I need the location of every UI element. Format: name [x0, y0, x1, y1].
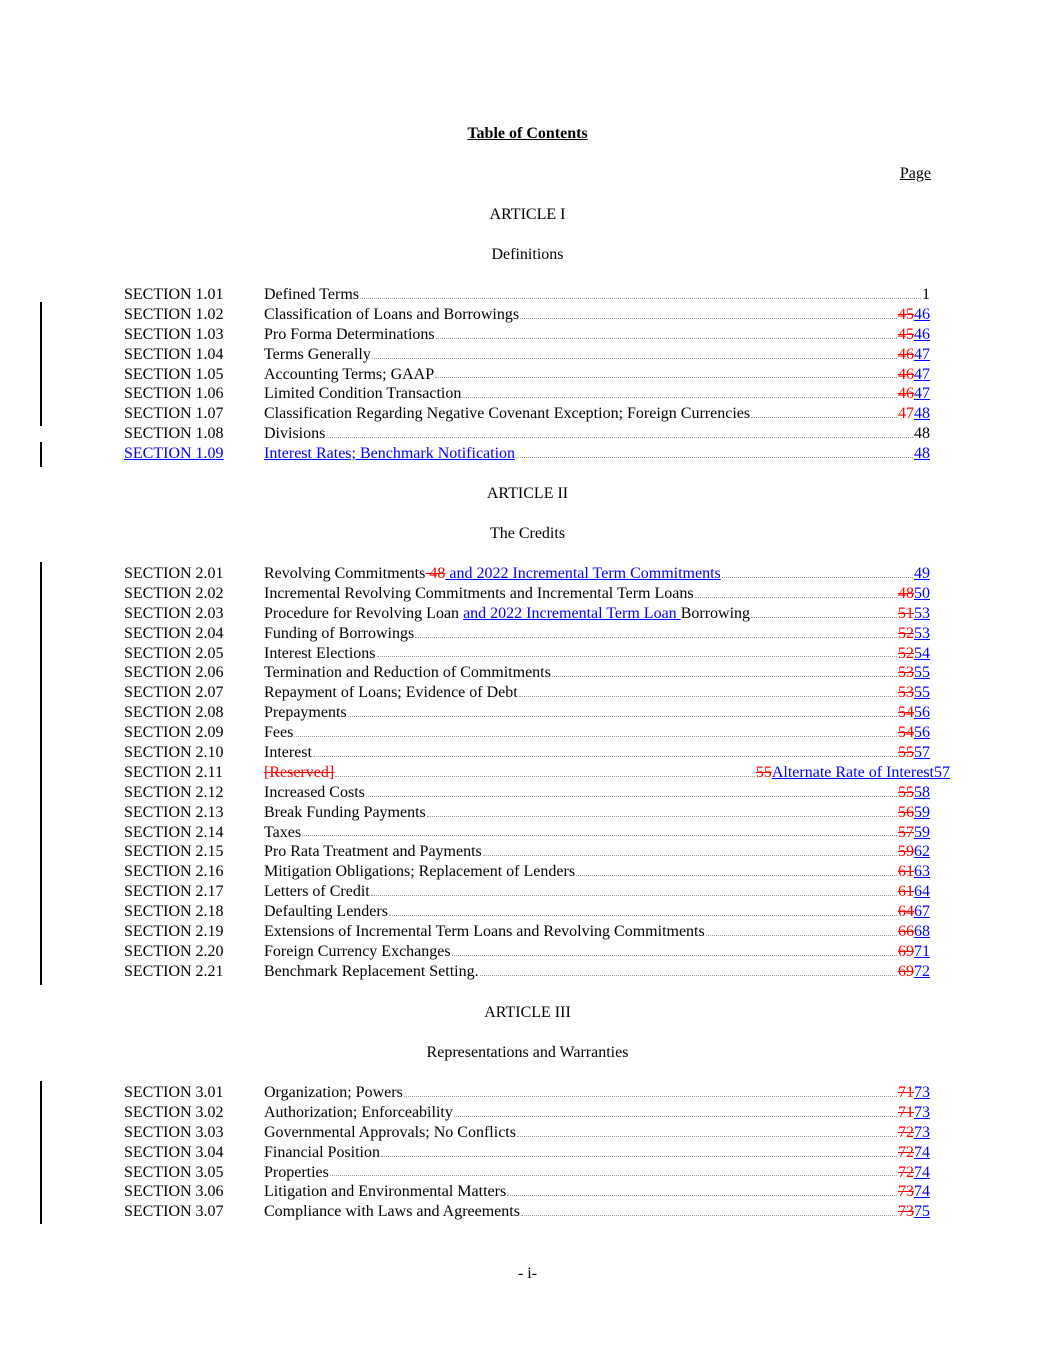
- toc-entry[interactable]: [124, 644, 930, 664]
- section-number: SECTION 2.11: [124, 763, 223, 781]
- section-title: Prepayments: [264, 704, 347, 722]
- deleted-page: 55: [898, 783, 914, 801]
- section-number: SECTION 3.04: [124, 1143, 224, 1161]
- deleted-page: 46: [898, 385, 914, 403]
- section-number: SECTION 2.14: [124, 823, 224, 841]
- toc-entry[interactable]: [124, 803, 930, 823]
- inserted-page[interactable]: 55: [914, 664, 930, 682]
- dot-leader: [371, 895, 897, 896]
- inserted-text: and 2022 Incremental Term Loan: [463, 604, 681, 622]
- section-number: SECTION 2.16: [124, 863, 224, 881]
- page-number: [756, 763, 950, 783]
- section-title: Fees: [264, 724, 294, 742]
- deleted-page: 48: [898, 584, 914, 602]
- toc-entry[interactable]: [124, 663, 930, 683]
- page-number: 1: [922, 286, 930, 303]
- section-title: Terms Generally: [264, 345, 371, 363]
- section-title: Procedure for Revolving Loan and 2022 Incremental Term Loan Borrowing: [264, 604, 751, 622]
- deleted-page: 52: [898, 624, 914, 642]
- deleted-page: 52: [898, 644, 914, 662]
- deleted-page: 71: [898, 1084, 914, 1101]
- section-number: SECTION 2.10: [124, 744, 224, 762]
- inserted-page[interactable]: 64: [914, 883, 930, 901]
- page-number: [898, 345, 930, 365]
- toc-title: Table of Contents: [467, 125, 588, 142]
- section-number: SECTION 3.05: [124, 1163, 224, 1181]
- section-number: SECTION 1.06: [124, 385, 224, 403]
- dot-leader: [435, 377, 897, 378]
- deleted-title: [Reserved]: [264, 763, 335, 781]
- toc-entry[interactable]: [124, 683, 930, 703]
- inserted-page[interactable]: 56: [914, 724, 930, 742]
- inserted-page[interactable]: 46: [914, 305, 930, 323]
- toc-list-article-3: [124, 1083, 930, 1222]
- section-title: Revolving Commitments 48 and 2022 Incremental Term Commitments: [264, 565, 721, 582]
- section-title: Increased Costs: [264, 783, 365, 801]
- deleted-page: 61: [898, 883, 914, 901]
- toc-entry[interactable]: [124, 723, 930, 743]
- page-footer-number: - i-: [517, 1265, 538, 1282]
- page-number: [898, 703, 930, 723]
- dot-leader: [326, 437, 913, 438]
- toc-entry[interactable]: [124, 902, 930, 922]
- section-number: SECTION 2.15: [124, 843, 224, 861]
- dot-leader: [576, 875, 897, 876]
- section-number: SECTION 2.19: [124, 923, 224, 941]
- inserted-page[interactable]: 72: [914, 962, 930, 980]
- inserted-page[interactable]: 71: [914, 942, 930, 960]
- section-title: Limited Condition Transaction: [264, 385, 462, 403]
- dot-leader: [294, 736, 897, 737]
- dot-leader: [366, 796, 897, 797]
- section-title: Defaulting Lenders: [264, 903, 388, 921]
- section-title: Defined Terms: [264, 286, 359, 303]
- dot-leader: [381, 1156, 897, 1157]
- page-number: [898, 325, 930, 345]
- page-number: [898, 1103, 930, 1123]
- toc-entry[interactable]: [124, 305, 930, 325]
- page-number: [898, 1083, 930, 1103]
- section-title: Classification of Loans and Borrowings: [264, 305, 520, 323]
- deleted-page: 54: [898, 704, 914, 722]
- dot-leader: [389, 915, 897, 916]
- toc-entry[interactable]: [124, 922, 930, 942]
- inserted-page[interactable]: 48: [914, 405, 930, 423]
- toc-entry[interactable]: [124, 882, 930, 902]
- page-number: [898, 1163, 930, 1183]
- toc-entry[interactable]: [124, 325, 930, 345]
- dot-leader: [751, 417, 897, 418]
- toc-entry[interactable]: [124, 424, 930, 444]
- page-number: [898, 644, 930, 664]
- deleted-page: 54: [898, 724, 914, 742]
- section-number: SECTION 3.01: [124, 1084, 224, 1101]
- inserted-page[interactable]: 47: [914, 385, 930, 403]
- dot-leader: [507, 1195, 897, 1196]
- section-title: Foreign Currency Exchanges: [264, 942, 451, 960]
- section-number: SECTION 1.05: [124, 365, 224, 383]
- section-title: Repayment of Loans; Evidence of Debt: [264, 684, 518, 702]
- section-title: Letters of Credit: [264, 883, 370, 901]
- section-number: SECTION 2.12: [124, 783, 224, 801]
- toc-entry[interactable]: [124, 365, 930, 385]
- toc-entry[interactable]: [124, 1143, 930, 1163]
- change-bar: [40, 562, 42, 985]
- dot-leader: [377, 656, 897, 657]
- section-title: Mitigation Obligations; Replacement of Lenders: [264, 863, 576, 881]
- dot-leader: [722, 577, 913, 578]
- dot-leader: [404, 1096, 897, 1097]
- page-number: [898, 723, 930, 743]
- section-number: SECTION 2.03: [124, 604, 224, 622]
- inserted-page[interactable]: 63: [914, 863, 930, 881]
- section-number: SECTION 1.09: [124, 445, 224, 463]
- section-number: SECTION 2.06: [124, 664, 224, 682]
- deleted-page: 55: [755, 763, 772, 781]
- section-title: Divisions: [264, 425, 326, 443]
- article-heading: ARTICLE III: [484, 1004, 571, 1021]
- dot-leader: [330, 1175, 897, 1176]
- deleted-page: 56: [898, 803, 914, 821]
- page-number: [898, 962, 930, 982]
- inserted-page[interactable]: 47: [914, 345, 930, 363]
- inserted-page[interactable]: 62: [914, 843, 930, 861]
- page-number: [898, 862, 930, 882]
- toc-entry[interactable]: [124, 1163, 930, 1183]
- inserted-page[interactable]: 67: [914, 903, 930, 921]
- section-title: Interest: [264, 744, 312, 762]
- section-title: Classification Regarding Negative Covenant Exception; Foreign Currencies: [264, 405, 751, 423]
- section-number: SECTION 1.03: [124, 325, 224, 343]
- deleted-page: 53: [898, 664, 914, 682]
- inserted-page[interactable]: 68: [914, 923, 930, 941]
- section-number: SECTION 2.08: [124, 704, 224, 722]
- deleted-page: 46: [898, 365, 914, 383]
- toc-entry[interactable]: [124, 862, 930, 882]
- page-number: [898, 902, 930, 922]
- section-title: Break Funding Payments: [264, 803, 426, 821]
- section-number: SECTION 2.04: [124, 624, 224, 642]
- section-number: SECTION 1.02: [124, 305, 224, 323]
- inserted-page[interactable]: 46: [914, 325, 930, 343]
- inserted-page[interactable]: 58: [914, 783, 930, 801]
- page-number: [898, 1182, 930, 1202]
- deleted-page: 66: [898, 923, 914, 941]
- deleted-page: 57: [898, 823, 914, 841]
- toc-entry[interactable]: [124, 743, 930, 763]
- section-title: Interest Rates; Benchmark Notification: [264, 445, 516, 463]
- deleted-page: 45: [898, 305, 914, 323]
- page-number: [898, 882, 930, 902]
- dot-leader: [519, 696, 897, 697]
- deleted-page: 72: [898, 1123, 914, 1141]
- change-bar: [40, 1081, 42, 1224]
- page-number: [898, 584, 930, 604]
- dot-leader: [483, 855, 897, 856]
- deleted-page: 69: [898, 962, 914, 980]
- page-number: [898, 1202, 930, 1222]
- inserted-page[interactable]: 48: [914, 445, 930, 463]
- section-number: SECTION 2.09: [124, 724, 224, 742]
- page-number: [898, 305, 930, 325]
- section-title: Funding of Borrowings: [264, 624, 415, 642]
- inserted-page[interactable]: 49: [914, 565, 930, 582]
- deleted-text: 48: [425, 565, 446, 582]
- toc-entry[interactable]: [124, 584, 930, 604]
- deleted-page: 69: [898, 942, 914, 960]
- inserted-page[interactable]: 74: [914, 1163, 930, 1181]
- section-number: SECTION 2.13: [124, 803, 224, 821]
- section-number: SECTION 3.02: [124, 1103, 224, 1121]
- toc-list-article-1: [124, 285, 930, 464]
- dot-leader: [516, 457, 913, 458]
- page-number: [898, 384, 930, 404]
- section-title: Organization; Powers: [264, 1084, 403, 1101]
- toc-entry[interactable]: [124, 842, 930, 862]
- toc-entry-inserted[interactable]: [124, 444, 930, 464]
- toc-entry[interactable]: [124, 285, 930, 305]
- section-title: Extensions of Incremental Term Loans and Revolving Commitments: [264, 923, 705, 941]
- toc-entry[interactable]: [124, 1123, 930, 1143]
- toc-entry[interactable]: [124, 345, 930, 365]
- section-title: Benchmark Replacement Setting.: [264, 962, 479, 980]
- page-number: 48: [914, 425, 930, 443]
- inserted-page[interactable]: 50: [914, 584, 930, 602]
- section-number: SECTION 2.01: [124, 565, 224, 582]
- deleted-page: 73: [898, 1183, 914, 1201]
- inserted-page[interactable]: 57: [914, 744, 930, 762]
- dot-leader: [521, 1215, 897, 1216]
- toc-list-article-2: [124, 564, 950, 982]
- deleted-page: 61: [898, 863, 914, 881]
- inserted-page[interactable]: 74: [914, 1183, 930, 1201]
- deleted-page: 55: [898, 744, 914, 762]
- inserted-page[interactable]: 73: [914, 1123, 930, 1141]
- deleted-page: 45: [898, 325, 914, 343]
- deleted-page: 46: [898, 345, 914, 363]
- dot-leader: [372, 358, 897, 359]
- toc-entry[interactable]: [124, 703, 930, 723]
- dot-leader: [452, 955, 897, 956]
- section-number: SECTION 1.08: [124, 425, 224, 443]
- deleted-page: 51: [898, 604, 914, 622]
- deleted-page: 72: [898, 1143, 914, 1161]
- change-bar: [40, 442, 42, 467]
- page-number: [898, 1123, 930, 1143]
- inserted-page[interactable]: 74: [914, 1143, 930, 1161]
- inserted-page[interactable]: 73: [914, 1103, 930, 1121]
- section-title: Governmental Approvals; No Conflicts: [264, 1123, 516, 1141]
- section-title: Authorization; Enforceability: [264, 1103, 453, 1121]
- toc-entry[interactable]: [124, 1103, 930, 1123]
- inserted-page[interactable]: 53: [914, 624, 930, 642]
- section-title: Incremental Revolving Commitments and Incremental Term Loans: [264, 584, 694, 602]
- change-bar: [40, 302, 42, 426]
- inserted-page[interactable]: 59: [914, 823, 930, 841]
- toc-entry[interactable]: [124, 942, 930, 962]
- dot-leader: [517, 1136, 897, 1137]
- section-number: SECTION 3.06: [124, 1183, 224, 1201]
- article-heading: ARTICLE I: [489, 206, 566, 223]
- section-title: Pro Forma Determinations: [264, 325, 435, 343]
- dot-leader: [313, 756, 897, 757]
- toc-entry[interactable]: [124, 823, 930, 843]
- toc-entry[interactable]: [124, 763, 950, 783]
- page-number: [898, 1143, 930, 1163]
- toc-entry[interactable]: [124, 1182, 930, 1202]
- toc-entry[interactable]: [124, 1202, 930, 1222]
- page-column-label: Page: [899, 165, 931, 182]
- inserted-page[interactable]: 59: [914, 803, 930, 821]
- inserted-page[interactable]: 55: [914, 684, 930, 702]
- article-subheading: The Credits: [489, 525, 566, 542]
- deleted-page: 72: [898, 1163, 914, 1181]
- dot-leader: [360, 298, 921, 299]
- page-number: [898, 942, 930, 962]
- page-number: [898, 683, 930, 703]
- dot-leader: [480, 975, 897, 976]
- dot-leader: [335, 776, 755, 777]
- article-subheading: Definitions: [491, 246, 564, 263]
- section-title: Properties: [264, 1163, 329, 1181]
- page-number: [898, 842, 930, 862]
- dot-leader: [302, 835, 897, 836]
- dot-leader: [520, 318, 897, 319]
- dot-leader: [454, 1116, 897, 1117]
- dot-leader: [427, 816, 897, 817]
- page-number: [898, 783, 930, 803]
- section-number: SECTION 2.02: [124, 584, 224, 602]
- section-number: SECTION 1.01: [124, 286, 224, 303]
- section-title: Pro Rata Treatment and Payments: [264, 843, 482, 861]
- page-number: [898, 823, 930, 843]
- inserted-title-and-page[interactable]: Alternate Rate of Interest57: [771, 763, 950, 781]
- toc-entry[interactable]: [124, 783, 930, 803]
- page-number: [898, 803, 930, 823]
- dot-leader: [462, 397, 897, 398]
- section-number: SECTION 2.20: [124, 942, 224, 960]
- toc-entry[interactable]: [124, 962, 930, 982]
- toc-entry[interactable]: [124, 404, 930, 424]
- dot-leader: [436, 338, 897, 339]
- section-number: SECTION 2.07: [124, 684, 224, 702]
- dot-leader: [348, 716, 897, 717]
- section-title: Termination and Reduction of Commitments: [264, 664, 551, 682]
- toc-entry[interactable]: [124, 604, 930, 624]
- section-number: SECTION 2.21: [124, 962, 224, 980]
- dot-leader: [706, 935, 897, 936]
- dot-leader: [751, 617, 897, 618]
- section-title: Financial Position: [264, 1143, 380, 1161]
- deleted-page: 71: [898, 1103, 914, 1121]
- page-number: [898, 365, 930, 385]
- section-number: SECTION 2.05: [124, 644, 224, 662]
- page-number: [898, 743, 930, 763]
- article-subheading: Representations and Warranties: [426, 1044, 629, 1061]
- toc-entry[interactable]: [124, 564, 930, 584]
- dot-leader: [695, 597, 897, 598]
- dot-leader: [552, 676, 897, 677]
- section-number: SECTION 3.03: [124, 1123, 224, 1141]
- inserted-page[interactable]: 53: [914, 604, 930, 622]
- page-number: [898, 624, 930, 644]
- toc-entry[interactable]: [124, 384, 930, 404]
- deleted-page: 47: [898, 405, 914, 423]
- section-title: Compliance with Laws and Agreements: [264, 1203, 520, 1221]
- toc-entry[interactable]: [124, 1083, 930, 1103]
- article-heading: ARTICLE II: [486, 485, 569, 502]
- section-number: SECTION 3.07: [124, 1203, 224, 1221]
- section-number: SECTION 2.18: [124, 903, 224, 921]
- deleted-page: 53: [898, 684, 914, 702]
- section-number: SECTION 2.17: [124, 883, 224, 901]
- section-number: SECTION 1.04: [124, 345, 224, 363]
- section-title: Accounting Terms; GAAP: [264, 365, 435, 383]
- inserted-page[interactable]: 47: [914, 365, 930, 383]
- deleted-page: 59: [898, 843, 914, 861]
- inserted-page[interactable]: 54: [914, 644, 930, 662]
- page-number: [898, 922, 930, 942]
- section-title: Taxes: [264, 823, 302, 841]
- deleted-page: 64: [898, 903, 914, 921]
- dot-leader: [415, 637, 897, 638]
- page-number: [898, 404, 930, 424]
- page-number: [898, 663, 930, 683]
- toc-entry[interactable]: [124, 624, 930, 644]
- deleted-page: 73: [898, 1203, 914, 1221]
- section-title: Litigation and Environmental Matters: [264, 1183, 507, 1201]
- section-title: Interest Elections: [264, 644, 376, 662]
- page-number: [898, 604, 930, 624]
- inserted-page[interactable]: 73: [914, 1084, 930, 1101]
- section-number: SECTION 1.07: [124, 405, 224, 423]
- inserted-page[interactable]: 56: [914, 704, 930, 722]
- inserted-text: and 2022 Incremental Term Commitments: [445, 565, 721, 582]
- inserted-page[interactable]: 75: [914, 1203, 930, 1221]
